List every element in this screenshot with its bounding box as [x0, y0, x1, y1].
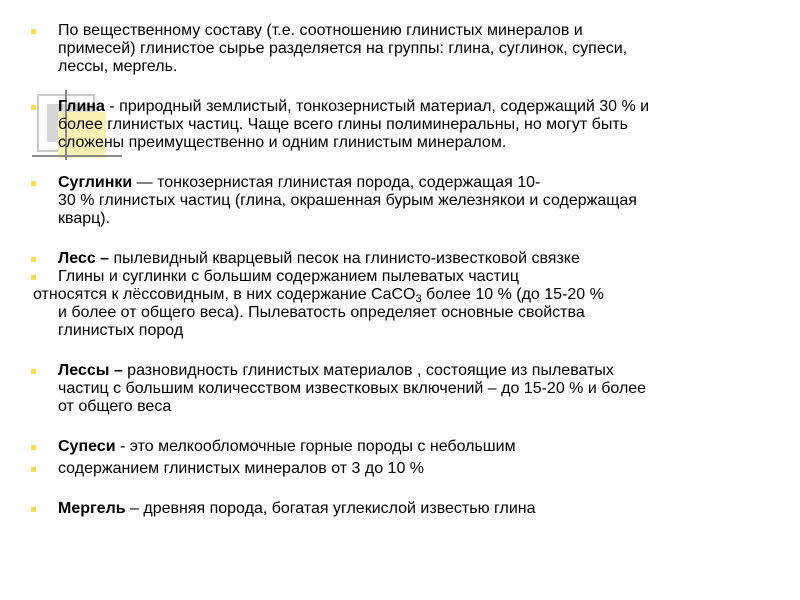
suglinki-line-3: кварц). — [58, 210, 111, 227]
glina-line-1: - природный землистый, тонкозернистый материал, содержащий 30 % и — [104, 98, 650, 115]
bullet-icon — [31, 105, 36, 110]
lessy-line-1: разновидность глинистых материалов , состоящие из пылеватых — [122, 362, 614, 379]
paragraph-intro — [28, 22, 778, 76]
bullet-icon — [31, 257, 36, 262]
less-line-3b: более 10 % (до 15-20 % — [421, 286, 604, 303]
term-glina: Глина — [58, 98, 105, 115]
lessy-line-3: от общего веса — [58, 398, 172, 415]
slide-content — [28, 22, 778, 518]
lessy-line-2: частиц с большим количесством известковых включений – до 15-20 % и более — [58, 380, 647, 397]
term-less: Лесс – — [58, 250, 110, 267]
bullet-line — [28, 500, 778, 518]
less-line-1: пылевидный кварцевый песок на глинисто-известковой связке — [109, 250, 580, 267]
less-line-5: глинистых пород — [58, 322, 184, 339]
bullet-icon — [31, 507, 36, 512]
suglinki-line-2: 30 % глинистых частиц (глина, окрашенная бурым железнякои и содержащая — [58, 192, 637, 209]
bullet-line — [28, 268, 778, 286]
supesi-line-2: содержанием глинистых минералов от 3 до 10 % — [58, 460, 425, 477]
text-line — [28, 398, 778, 416]
bullet-icon — [31, 467, 36, 472]
bullet-line — [28, 438, 778, 456]
paragraph-mergel — [28, 500, 778, 518]
term-lessy: Лессы – — [58, 362, 123, 379]
text-line — [28, 380, 778, 398]
intro-line-2: примесей) глинистое сырье разделяется на группы: глина, суглинок, супеси, — [58, 40, 628, 57]
term-mergel: Мергель — [58, 500, 126, 517]
term-supesi: Супеси — [58, 438, 116, 455]
paragraph-supesi — [28, 438, 778, 478]
bullet-line — [28, 460, 778, 478]
text-line — [28, 134, 778, 152]
paragraph-less — [28, 250, 778, 340]
text-line — [28, 286, 778, 304]
text-line — [28, 40, 778, 58]
bullet-line — [28, 362, 778, 380]
supesi-line-1: - это мелкообломочные горные породы с небольшим — [115, 438, 516, 455]
term-suglinki: Суглинки — [58, 174, 133, 191]
bullet-line — [28, 98, 778, 116]
bullet-line — [28, 22, 778, 40]
bullet-icon — [31, 29, 36, 34]
less-line-3-subscript: 3 — [415, 293, 422, 305]
text-line — [28, 116, 778, 134]
less-line-3a: относятся к лёссовидным, в них содержание CaCO — [33, 286, 416, 303]
glina-line-3: сложены преимущественно и одним глинистым минералом. — [58, 134, 507, 151]
text-line — [28, 210, 778, 228]
text-line — [28, 304, 778, 322]
intro-line-3: лессы, мергель. — [58, 58, 178, 75]
suglinki-line-1: — тонкозернистая глинистая порода, содержащая 10- — [132, 174, 541, 191]
bullet-icon — [31, 445, 36, 450]
bullet-line — [28, 174, 778, 192]
text-line — [28, 322, 778, 340]
text-line — [28, 192, 778, 210]
bullet-icon — [31, 369, 36, 374]
paragraph-suglinki — [28, 174, 778, 228]
less-line-4: и более от общего веса). Пылеватость определяет основные свойства — [58, 304, 585, 321]
glina-line-2: более глинистых частиц. Чаще всего глины полиминеральны, но могут быть — [58, 116, 628, 133]
paragraph-glina — [28, 98, 778, 152]
bullet-line — [28, 250, 778, 268]
text-line — [28, 58, 778, 76]
mergel-line-1: – древняя порода, богатая углекислой известью глина — [125, 500, 536, 517]
intro-line-1: По вещественному составу (т.е. соотношению глинистых минералов и — [58, 22, 583, 39]
paragraph-lessy — [28, 362, 778, 416]
bullet-icon — [31, 275, 36, 280]
less-line-2: Глины и суглинки с большим содержанием пылеватых частиц — [58, 268, 520, 285]
bullet-icon — [31, 181, 36, 186]
